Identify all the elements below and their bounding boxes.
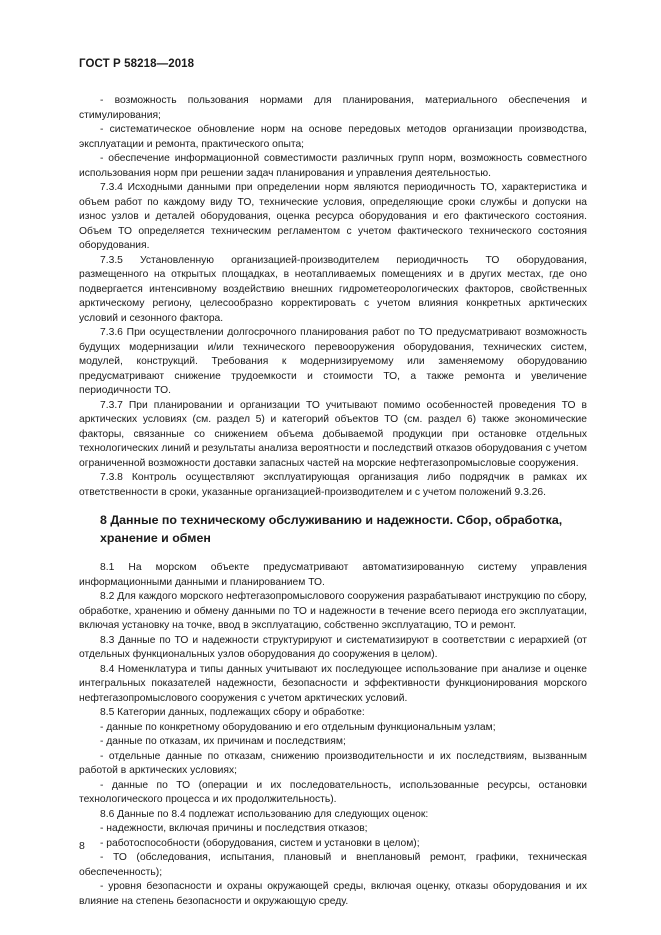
clause-8-5: 8.5 Категории данных, подлежащих сбору и обработке: xyxy=(100,707,365,718)
clause-7-3-5: 7.3.5 Установленную организацией-производителем периодичность ТО оборудования, размещенного на открытых площадках, в неотапливаемых помещениях и в других местах, где оно подвергается интенсивному воздействию внешних гидрометеорологических факторов, свойственных арктическому региону, целесообразно корректировать с учетом влияния конкретных арктических условий и сезонного фактора. xyxy=(79,254,587,324)
page-number: 8 xyxy=(79,840,85,852)
section-heading-line-2: хранение и обмен xyxy=(100,530,211,545)
list-item: - данные по конкретному оборудованию и его отдельным функциональным узлам; xyxy=(100,721,496,733)
list-item: - уровня безопасности и охраны окружающей среды, включая оценку, отказы оборудования и их влияние на степень безопасности и окружающую среду. xyxy=(79,881,587,907)
list-item: - систематическое обновление норм на основе передовых методов организации производства, эксплуатации и ремонта, практического опыта; xyxy=(79,124,587,150)
list-item: - обеспечение информационной совместимости различных групп норм, возможность совместного использования норм при решении задач планирования и управления деятельностью. xyxy=(79,153,587,179)
clause-7-3-8: 7.3.8 Контроль осуществляют эксплуатирующая организация либо подрядчик в рамках их ответственности в сроки, указанные организацией-производителем и с учетом положений 9.3.26. xyxy=(79,472,587,498)
clause-8-1: 8.1 На морском объекте предусматривают автоматизированную систему управления информационными данными и планированием ТО. xyxy=(79,562,587,588)
section-heading-line-1: 8 Данные по техническому обслуживанию и надежности. Сбор, обработка, xyxy=(100,513,563,527)
clause-7-3-7: 7.3.7 При планировании и организации ТО учитывают помимо особенностей проведения ТО в арктических условиях (см. раздел 5) и категорий объектов ТО (см. раздел 6) также экономические факторы, связанные со снижением объема добываемой продукции при остановке отдельных технологических линий и результаты анализа вероятности и последствий отказов оборудования с учетом ограниченной возможности доставки запасных частей на морские нефтегазопромысловые сооружения. xyxy=(79,399,587,469)
list-item: - надежности, включая причины и последствия отказов; xyxy=(100,823,368,834)
clause-8-6: 8.6 Данные по 8.4 подлежат использованию для следующих оценок: xyxy=(100,808,429,820)
list-item: - возможность пользования нормами для планирования, материального обеспечения и стимулирования; xyxy=(79,95,587,121)
list-item: - данные по отказам, их причинам и последствиям; xyxy=(100,736,346,747)
list-item: - ТО (обследования, испытания, плановый и внеплановый ремонт, графики, техническая обеспеченность); xyxy=(79,852,587,878)
page-body xyxy=(79,94,587,909)
clause-7-3-4: 7.3.4 Исходными данными при определении норм являются периодичность ТО, характеристика и объем работ по каждому виду ТО, технические условия, определяющие сроки службы и допуски на износ узлов и деталей оборудования, оценка ресурса оборудования и его фактического состояния. Объем ТО определяется техническим регламентом с учетом фактического технического состояния оборудования. xyxy=(79,182,587,251)
list-item: - данные по ТО (операции и их последовательность, использованные ресурсы, остановки технологического процесса и их продолжительность). xyxy=(79,779,587,805)
clause-8-4: 8.4 Номенклатура и типы данных учитывают их последующее использование при анализе и оценке интегральных показателей надежности, безопасности и эффективности функционирования морского нефтегазопромыслового сооружения с учетом арктических условий. xyxy=(79,663,587,704)
list-item: - отдельные данные по отказам, снижению производительности и их последствиям, вызванным работой в арктических условиях; xyxy=(79,750,587,776)
list-item: - работоспособности (оборудования, систем и установки в целом); xyxy=(100,837,420,849)
clause-8-2: 8.2 Для каждого морского нефтегазопромыслового сооружения разрабатывают инструкцию по сбору, обработке, хранению и обмену данными по ТО и надежности в течение всего периода его эксплуатации, включая установку на точке, ввод в эксплуатацию, собственно эксплуатацию, ТО и ремонт. xyxy=(79,591,587,631)
document-code-header: ГОСТ Р 58218—2018 xyxy=(79,58,195,70)
clause-7-3-6: 7.3.6 При осуществлении долгосрочного планирования работ по ТО предусматривают возможность будущих модернизации и/или технического перевооружения оборудования, технических систем, модулей, конструкций. Требования к модернизируемому или заменяемому оборудованию предусматривают снижение трудоемкости и стоимости ТО, а также ремонта и увеличение периодичности ТО. xyxy=(79,327,587,396)
clause-8-3: 8.3 Данные по ТО и надежности структурируют и систематизируют в соответствии с иерархией (от отдельных функциональных узлов оборудования до сооружения в целом). xyxy=(79,634,587,660)
section-8-heading xyxy=(79,512,587,547)
